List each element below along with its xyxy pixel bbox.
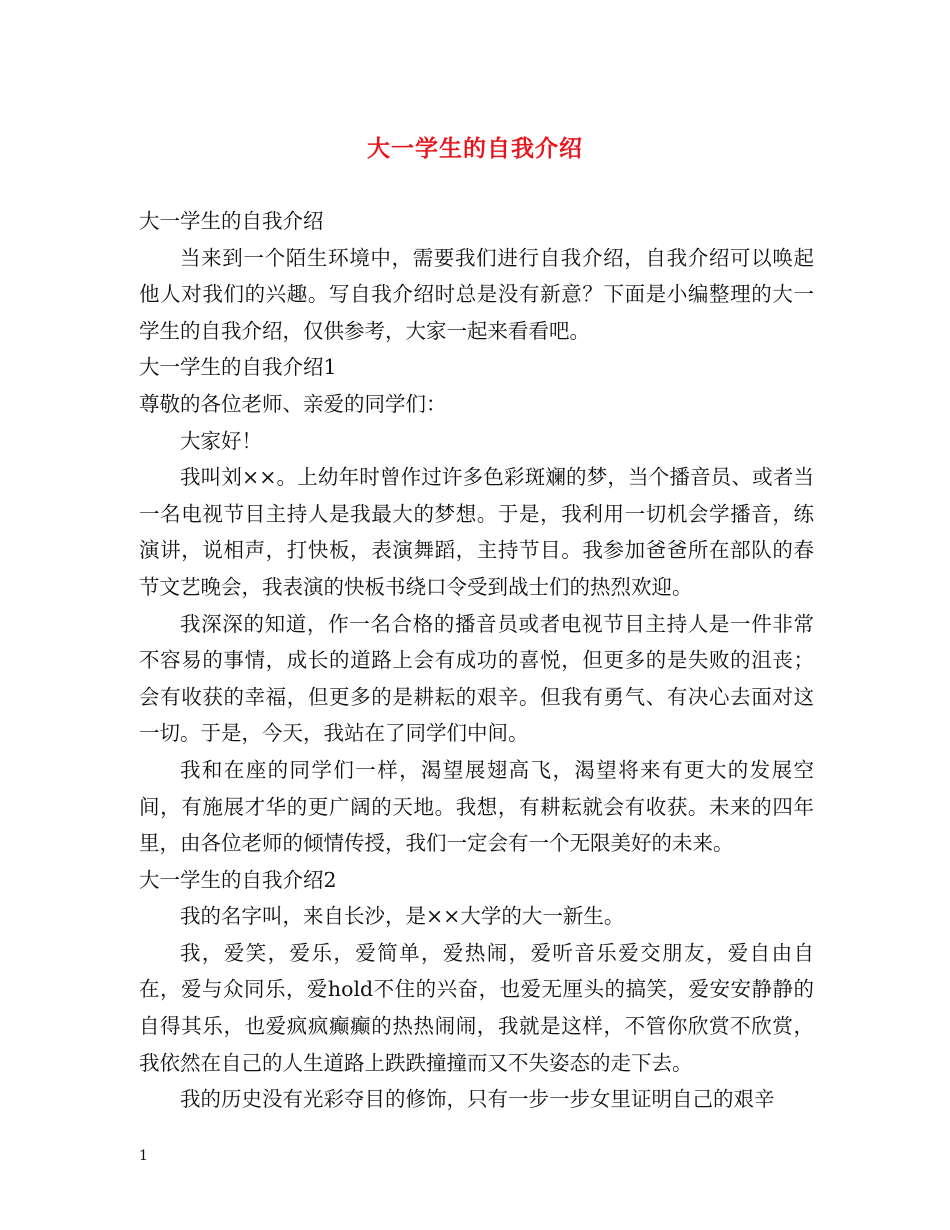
paragraph: 我深深的知道，作一名合格的播音员或者电视节目主持人是一件非常不容易的事情，成长的道路上会有成功的喜悦，但更多的是失败的沮丧；会有收获的幸福，但更多的是耕耘的艰辛。但我有勇气、有决心去面对这一切。于是，今天，我站在了同学们中间。 — [139, 611, 814, 746]
paragraph: 我叫刘××。上幼年时曾作过许多色彩斑斓的梦，当个播音员、或者当一名电视节目主持人是我最大的梦想。于是，我利用一切机会学播音，练演讲，说相声，打快板，表演舞蹈，主持节目。我参加爸爸所在部队的春节文艺晚会，我表演的快板书绕口令受到战士们的热烈欢迎。 — [139, 465, 814, 599]
paragraph: 我和在座的同学们一样，渴望展翅高飞，渴望将来有更大的发展空间，有施展才华的更广阔的天地。我想，有耕耘就会有收获。未来的四年里，由各位老师的倾情传授，我们一定会有一个无限美好的未来。 — [139, 757, 814, 856]
paragraph: 大一学生的自我介绍 — [139, 209, 324, 233]
paragraph: 我，爱笑，爱乐，爱简单，爱热闹，爱听音乐爱交朋友，爱自由自在，爱与众同乐，爱hold不住的兴奋，也爱无厘头的搞笑，爱安安静静的自得其乐，也爱疯疯癫癫的热热闹闹，我就是这样，不管你欣赏不欣赏，我依然在自己的人生道路上跌跌撞撞而又不失姿态的走下去。 — [139, 940, 814, 1075]
page-number: 1 — [139, 1148, 148, 1164]
paragraph: 当来到一个陌生环境中，需要我们进行自我介绍，自我介绍可以唤起他人对我们的兴趣。写自我介绍时总是没有新意？下面是小编整理的大一学生的自我介绍，仅供参考，大家一起来看看吧。 — [139, 245, 814, 343]
section-heading: 大一学生的自我介绍1 — [139, 355, 337, 380]
salutation: 尊敬的各位老师、亲爱的同学们： — [139, 391, 447, 416]
greeting: 大家好！ — [180, 428, 262, 453]
document-body — [139, 203, 814, 1118]
paragraph: 我的历史没有光彩夺目的修饰，只有一步一步女里证明自己的艰辛 — [180, 1087, 775, 1112]
document-title: 大一学生的自我介绍 — [367, 135, 583, 162]
paragraph: 我的名字叫，来自长沙，是××大学的大一新生。 — [180, 904, 625, 929]
section-heading: 大一学生的自我介绍2 — [139, 867, 337, 892]
